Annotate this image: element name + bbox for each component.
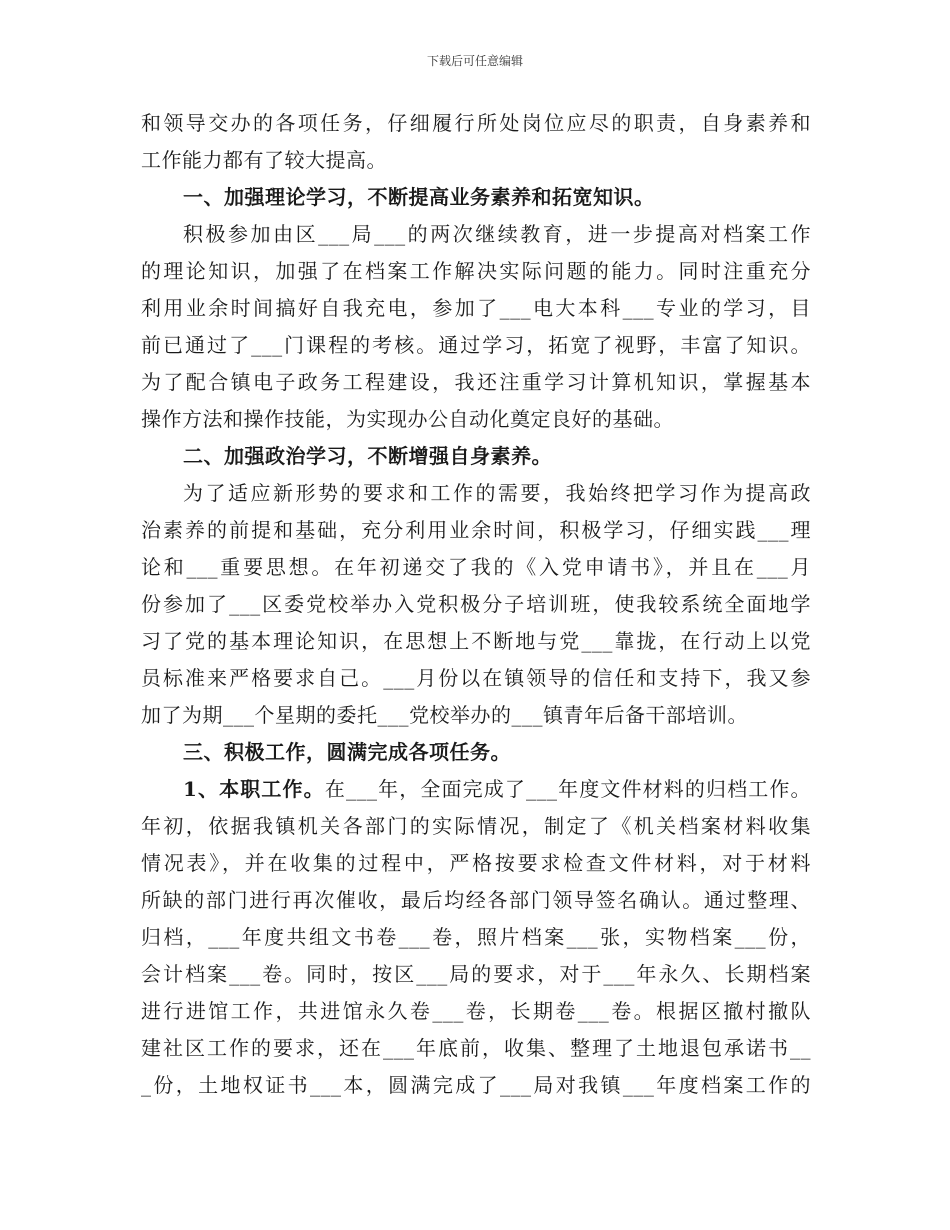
text-line: 和领导交办的各项任务，仔细履行所处岗位应尽的职责，自身素养和 xyxy=(141,111,811,135)
text-line: 员标准来严格要求自己。___月份以在镇领导的信任和支持下，我又参 xyxy=(141,666,811,690)
text-line: 为了配合镇电子政务工程建设，我还注重学习计算机知识，掌握基本 xyxy=(141,370,811,394)
subsection-lead: 1、本职工作。 xyxy=(183,777,325,801)
section-heading: 三、积极工作，圆满完成各项任务。 xyxy=(183,740,511,764)
text-line: 操作方法和操作技能，为实现办公自动化奠定良好的基础。 xyxy=(141,407,674,431)
text-line-rest: 在___年，全面完成了___年度文件材料的归档工作。 xyxy=(324,777,811,801)
text-line: 积极参加由区___局___的两次继续教育，进一步提高对档案工作 xyxy=(183,222,811,246)
text-line: 论和___重要思想。在年初递交了我的《入党申请书》，并且在___月 xyxy=(141,555,811,579)
text-line: 份参加了___区委党校举办入党积极分子培训班，使我较系统全面地学 xyxy=(141,592,811,616)
text-line: _份，土地权证书___本，圆满完成了___局对我镇___年度档案工作的 xyxy=(141,1073,811,1097)
text-line xyxy=(141,771,811,808)
text-line: 加了为期___个星期的委托___党校举办的___镇青年后备干部培训。 xyxy=(141,703,748,727)
text-line: 所缺的部门进行再次催收，最后均经各部门领导签名确认。通过整理、 xyxy=(141,888,811,912)
section-heading: 二、加强政治学习，不断增强自身素养。 xyxy=(183,444,552,468)
text-line: 归档，___年度共组文书卷___卷，照片档案___张，实物档案___份， xyxy=(141,925,811,949)
page-header: 下载后可任意编辑 xyxy=(426,54,523,68)
text-line: 建社区工作的要求，还在___年底前，收集、整理了土地退包承诺书__ xyxy=(141,1036,811,1060)
text-line: 习了党的基本理论知识，在思想上不断地与党___靠拢，在行动上以党 xyxy=(141,629,811,653)
text-line: 会计档案___卷。同时，按区___局的要求，对于___年永久、长期档案 xyxy=(141,962,811,986)
text-line: 利用业余时间搞好自我充电，参加了___电大本科___专业的学习，目 xyxy=(141,296,811,320)
text-line: 治素养的前提和基础，充分利用业余时间，积极学习，仔细实践___理 xyxy=(141,518,811,542)
section-heading: 一、加强理论学习，不断提高业务素养和拓宽知识。 xyxy=(183,185,655,209)
text-line: 工作能力都有了较大提高。 xyxy=(141,148,387,172)
text-line: 情况表》，并在收集的过程中，严格按要求检查文件材料，对于材料 xyxy=(141,851,811,875)
text-line: 进行进馆工作，共进馆永久卷___卷，长期卷___卷。根据区撤村撤队 xyxy=(141,999,811,1023)
text-line: 前已通过了___门课程的考核。通过学习，拓宽了视野，丰富了知识。 xyxy=(141,333,811,357)
text-line: 的理论知识，加强了在档案工作解决实际问题的能力。同时注重充分 xyxy=(141,259,811,283)
text-line: 年初，依据我镇机关各部门的实际情况，制定了《机关档案材料收集 xyxy=(141,814,811,838)
document-body xyxy=(141,105,811,1104)
text-line: 为了适应新形势的要求和工作的需要，我始终把学习作为提高政 xyxy=(183,481,811,505)
